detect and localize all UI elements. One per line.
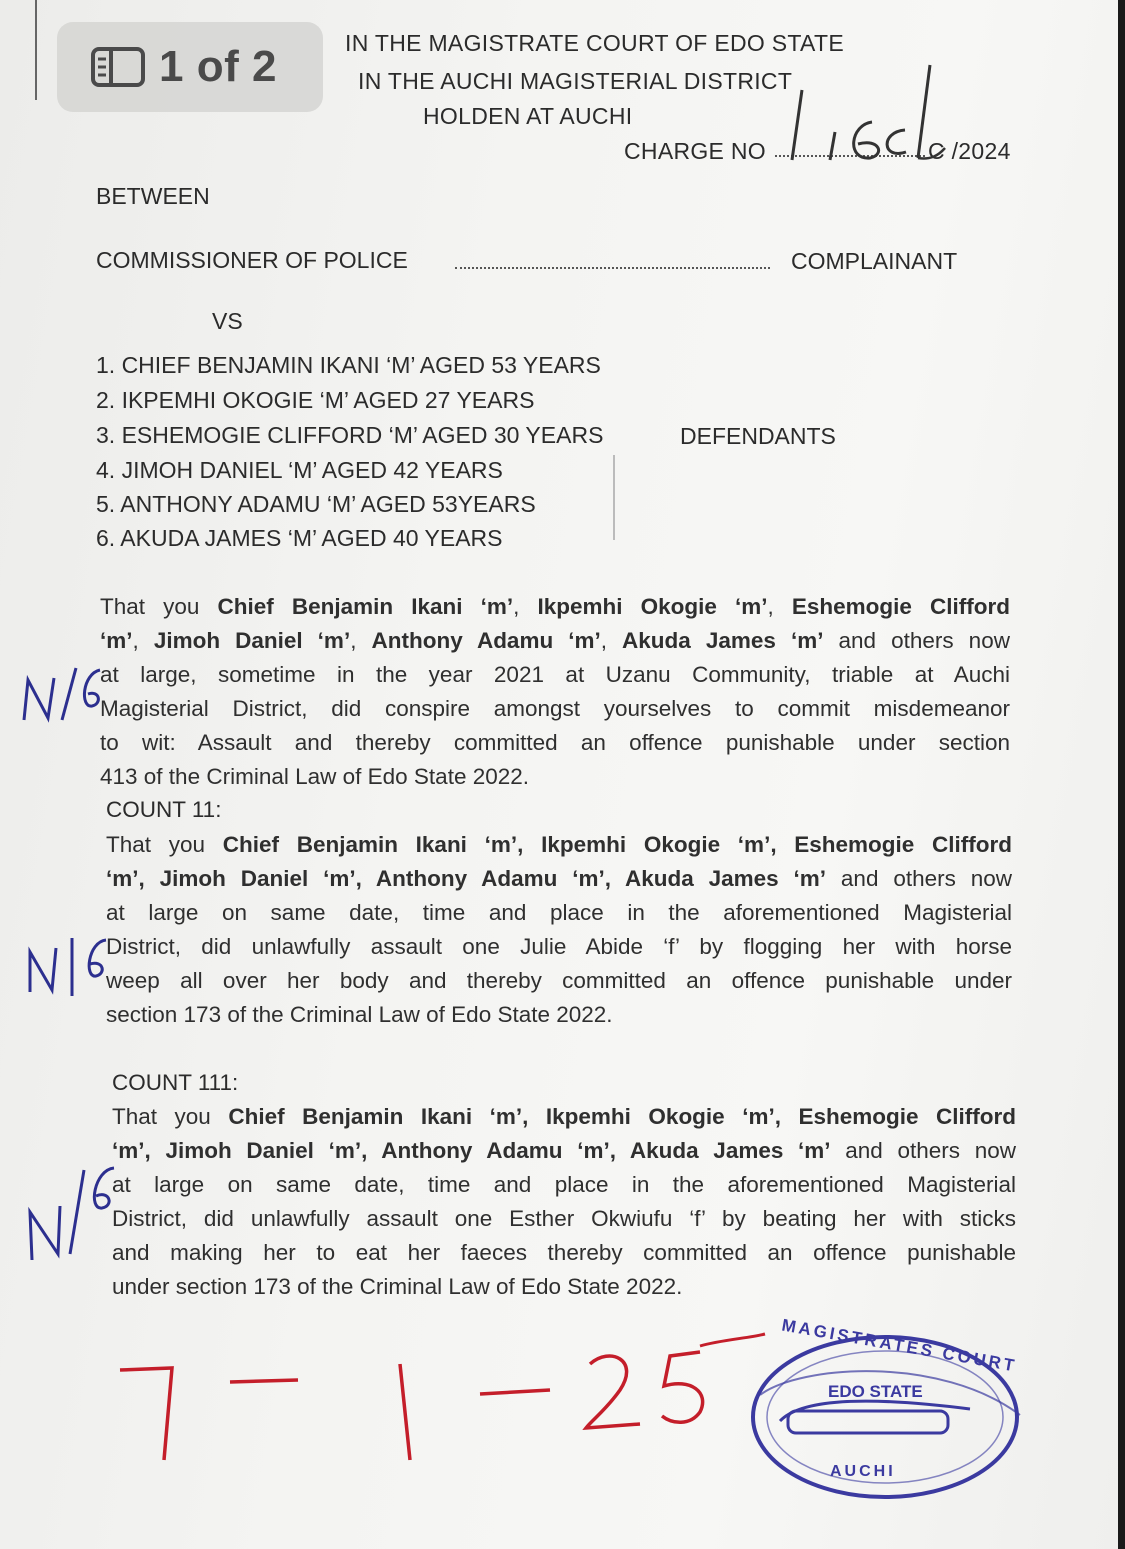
count-2-title: COUNT 11: xyxy=(106,797,222,822)
count-3-line-6: under section 173 of the Criminal Law of Edo State 2022. xyxy=(112,1274,683,1299)
page-indicator-label: 1 of 2 xyxy=(159,42,277,91)
bracket-line xyxy=(613,455,615,540)
stamp-middle-text: EDO STATE xyxy=(828,1382,923,1401)
margin-note-3-handwriting xyxy=(22,1150,122,1270)
holden-title: HOLDEN AT AUCHI xyxy=(423,103,633,129)
book-icon xyxy=(91,47,145,87)
count-2-line-5: weep all over her body and thereby committed an offence punishable under xyxy=(106,968,1012,993)
complainant-dotted-line xyxy=(455,267,770,269)
count-3-paragraph xyxy=(112,1100,1016,1304)
count-3-line-1: That you Chief Benjamin Ikani ‘m’, Ikpemhi Okogie ‘m’, Eshemogie Clifford xyxy=(112,1104,1016,1129)
complainant-role: COMPLAINANT xyxy=(791,248,958,274)
count-1-line-5: to wit: Assault and thereby committed an offence punishable under section xyxy=(100,730,1010,755)
count-1-line-1: That you Chief Benjamin Ikani ‘m’, Ikpemhi Okogie ‘m’, Eshemogie Clifford xyxy=(100,594,1010,619)
count-3-line-5: and making her to eat her faeces thereby committed an offence punishable xyxy=(112,1240,1016,1265)
defendants-role: DEFENDANTS xyxy=(680,423,836,449)
vs-label: VS xyxy=(212,308,243,334)
defendant-3: 3. ESHEMOGIE CLIFFORD ‘M’ AGED 30 YEARS xyxy=(96,422,604,448)
defendant-5: 5. ANTHONY ADAMU ‘M’ AGED 53YEARS xyxy=(96,491,536,517)
defendant-4: 4. JIMOH DANIEL ‘M’ AGED 42 YEARS xyxy=(96,457,503,483)
count-3-line-3: at large on same date, time and place in the aforementioned Magisterial xyxy=(112,1172,1016,1197)
count-3-line-2: ‘m’, Jimoh Daniel ‘m’, Anthony Adamu ‘m’, Akuda James ‘m’ and others now xyxy=(112,1138,1016,1163)
handwritten-date xyxy=(110,1320,770,1470)
defendant-2: 2. IKPEMHI OKOGIE ‘M’ AGED 27 YEARS xyxy=(96,387,535,413)
count-2-line-4: District, did unlawfully assault one Julie Abide ‘f’ by flogging her with horse xyxy=(106,934,1012,959)
count-3-title: COUNT 111: xyxy=(112,1070,239,1095)
count-1-line-2: ‘m’, Jimoh Daniel ‘m’, Anthony Adamu ‘m’, Akuda James ‘m’ and others now xyxy=(100,628,1010,653)
count-3-line-4: District, did unlawfully assault one Esther Okwiufu ‘f’ by beating her with sticks xyxy=(112,1206,1016,1231)
defendant-6: 6. AKUDA JAMES ‘M’ AGED 40 YEARS xyxy=(96,525,503,551)
count-2-line-2: ‘m’, Jimoh Daniel ‘m’, Anthony Adamu ‘m’, Akuda James ‘m’ and others now xyxy=(106,866,1012,891)
charge-no-suffix: C /2024 xyxy=(928,138,1011,164)
count-1-line-6: 413 of the Criminal Law of Edo State 2022. xyxy=(100,764,530,789)
between-label: BETWEEN xyxy=(96,183,210,209)
page-indicator[interactable] xyxy=(57,22,323,112)
charge-number-handwriting xyxy=(780,60,950,170)
page-edge-mark xyxy=(35,0,37,100)
count-2-line-1: That you Chief Benjamin Ikani ‘m’, Ikpemhi Okogie ‘m’, Eshemogie Clifford xyxy=(106,832,1012,857)
stamp-top-text: MAGISTRATES COURT xyxy=(780,1315,1019,1376)
complainant-name: COMMISSIONER OF POLICE xyxy=(96,247,408,273)
margin-note-1-handwriting xyxy=(18,660,108,730)
count-2-line-3: at large on same date, time and place in the aforementioned Magisterial xyxy=(106,900,1012,925)
count-2-line-6: section 173 of the Criminal Law of Edo State 2022. xyxy=(106,1002,613,1027)
stamp-bottom-text: AUCHI xyxy=(830,1463,896,1480)
court-title: IN THE MAGISTRATE COURT OF EDO STATE xyxy=(345,30,844,56)
defendant-1: 1. CHIEF BENJAMIN IKANI ‘M’ AGED 53 YEARS xyxy=(96,352,601,378)
district-title: IN THE AUCHI MAGISTERIAL DISTRICT xyxy=(358,68,793,94)
count-2-paragraph xyxy=(106,828,1012,1032)
count-1-paragraph xyxy=(100,590,1010,794)
charge-no-label: CHARGE NO xyxy=(624,138,766,164)
count-1-line-4: Magisterial District, did conspire amongst yourselves to commit misdemeanor xyxy=(100,696,1010,721)
margin-note-2-handwriting xyxy=(22,930,112,1000)
count-1-line-3: at large, sometime in the year 2021 at Uzanu Community, triable at Auchi xyxy=(100,662,1010,687)
